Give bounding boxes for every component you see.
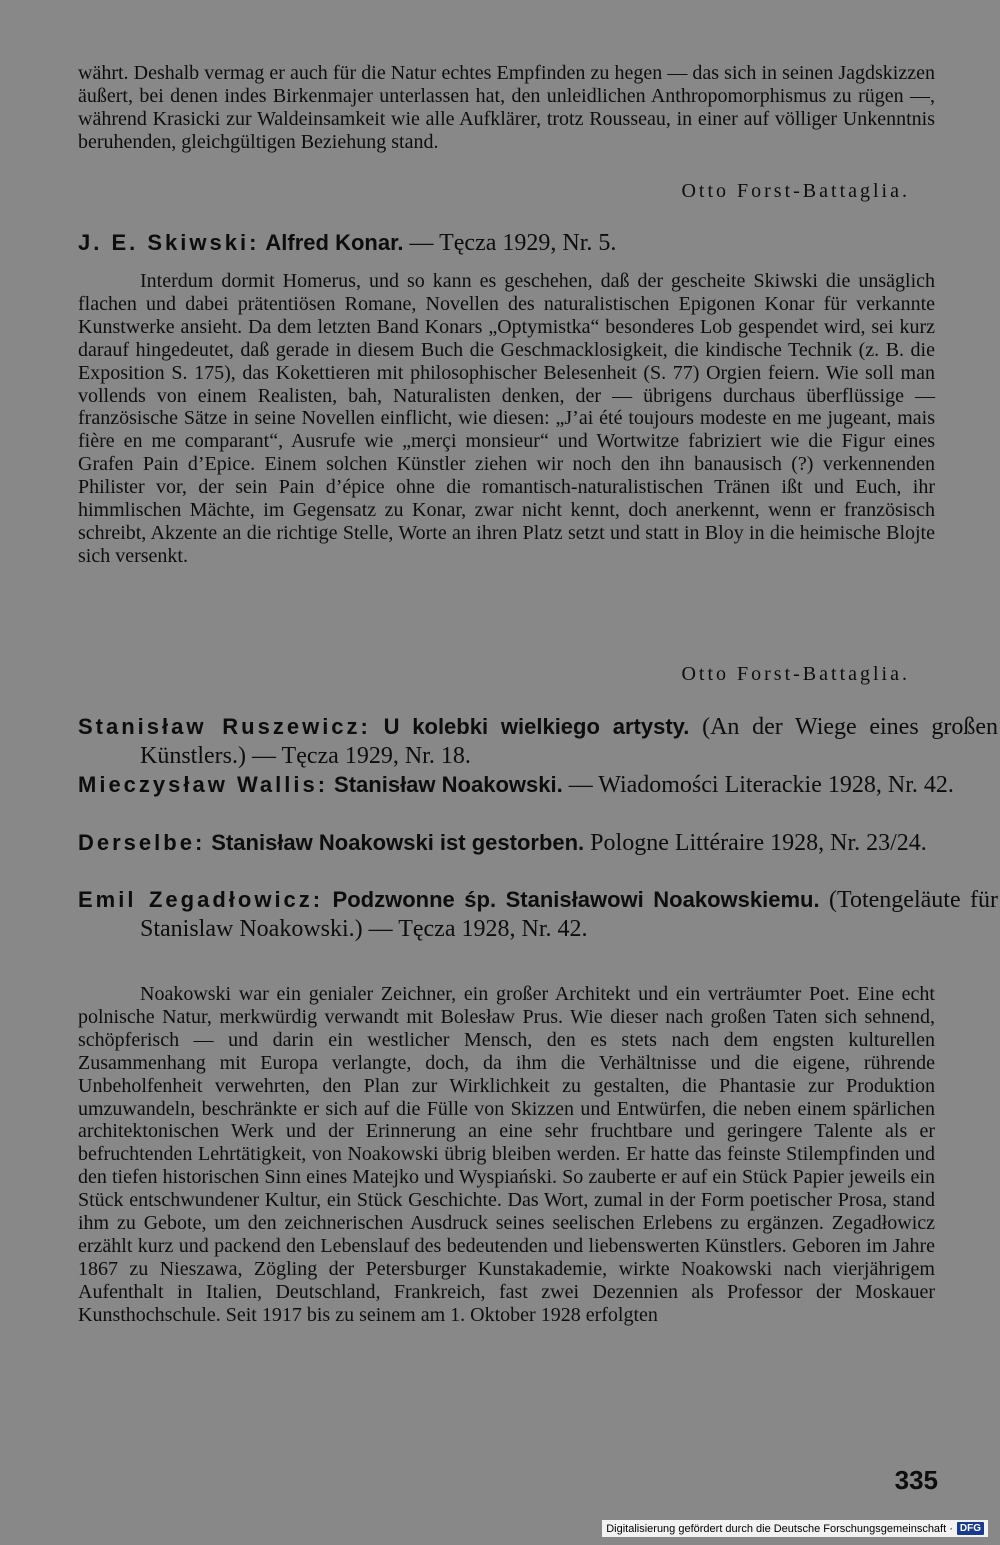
- entry-author: Emil Zegadłowicz:: [78, 887, 324, 912]
- intro-paragraph: [78, 62, 935, 154]
- entry-title: Stanisław Noakowski ist gestorben.: [211, 830, 585, 855]
- entry-title: U kolebki wielkiego artysty.: [383, 714, 690, 739]
- footer-credit: [602, 1520, 988, 1537]
- entry-source: — Wiadomości Literackie 1928, Nr. 42.: [568, 772, 954, 798]
- entry-ruszewicz: [78, 712, 998, 771]
- entry-author: J. E. Skiwski:: [78, 230, 260, 255]
- entry-derselbe: [78, 828, 998, 858]
- entry-title: Stanisław Noakowski.: [334, 772, 563, 797]
- footer-text: Digitalisierung gefördert durch die Deutsche Forschungsgemeinschaft ·: [606, 1522, 953, 1535]
- entry-source: — Tęcza 1929, Nr. 5.: [409, 230, 617, 256]
- entry-author: Stanisław Ruszewicz:: [78, 714, 371, 739]
- skiwski-paragraph: [78, 270, 935, 568]
- entry-author: Mieczysław Wallis:: [78, 772, 329, 797]
- entry-zegadlowicz: [78, 885, 998, 944]
- signature-2: Otto Forst-Battaglia.: [681, 663, 910, 685]
- entry-source: Pologne Littéraire 1928, Nr. 23/24.: [590, 830, 927, 856]
- entry-skiwski: [78, 230, 938, 257]
- skiwski-paragraph-text: Interdum dormit Homerus, und so kann es geschehen, daß der gescheite Skiwski die unsäglich flachen und dabei prätentiösen Romane, Novellen des naturalistischen Epigonen Konar für verkannte Kunstwerke ansieht. Da dem letzten Band Konars „Optymistka“ besonderes Lob gespendet wird, sei kurz darauf hingedeutet, daß gerade in diesem Buch die Geschmacklosigkeit, die kindische Technik (z. B. die Exposition S. 175), das Kokettieren mit philosophischer Belesenheit (S. 77) Orgien feiern. Wie soll man vollends von einem Realisten, bah, Naturalisten denken, der — übrigens durchaus überflüssige — französische Sätze in seine Novellen einflicht, wie diesen: „J’ai été toujours modeste en me jugeant, mais fière en me comparant“, Ausrufe wie „merçi monsieur“ und Wortwitze fabriziert wie die Figur eines Grafen Pain d’Epice. Einem solchen Künstler ziehen wir noch den ihn banausisch (?) verkennenden Philister vor, der sein Pain d’épice ohne die romantisch-naturalistischen Tränen ißt und Euch, ihr himmlischen Mächte, im Gegensatz zu Konar, zwar nicht kennt, doch anerkennt, wenn er französisch schreibt, Akzente an die richtige Stelle, Worte an ihren Platz setzt und statt in Bloy in die heimische Blojte sich versenkt.: [78, 270, 935, 567]
- entry-source: (Totengeläute für Stanislaw Noakowski.) — Tęcza 1928, Nr. 42.: [140, 887, 998, 942]
- signature-1: Otto Forst-Battaglia.: [681, 180, 910, 202]
- noakowski-paragraph-text: Noakowski war ein genialer Zeichner, ein großer Architekt und ein verträumter Poet. Eine echt polnische Natur, merkwürdig verwandt mit Bolesław Prus. Wie dieser nach großen Taten sich sehnend, schöpferisch — und darin ein westlicher Mensch, den es stets nach dem engsten kulturellen Zusammenhang mit Europa verlangte, doch, da ihm die Verhältnisse und die eigene, rührende Unbeholfenheit verwehrten, den Plan zur Wirklichkeit zu gestalten, die Phantasie zur Produktion umzuwandeln, beschränkte er sich auf die Fülle von Skizzen und Entwürfen, die neben einem spärlichen architektonischen Werk und der Erinnerung an eine sehr fruchtbare und geringere Talente als er befruchtenden Lehrtätigkeit, von Noakowski übrig bleiben werden. Er hatte das feinste Stilempfinden und den tiefen historischen Sinn eines Matejko und Wyspiański. So zauberte er auf ein Stück Papier jeweils ein Stück entschwundener Kultur, ein Stück Geschichte. Das Wort, zumal in der Form poetischer Prosa, stand ihm zu Gebote, um den zeichnerischen Ausdruck seines seelischen Erlebens zu ergänzen. Zegadłowicz erzählt kurz und packend den Lebenslauf des bedeutenden und liebenswerten Künstlers. Geboren im Jahre 1867 zu Nieszawa, Zögling der Petersburger Kunstakademie, wirkte Noakowski nach vierjährigem Aufenthalt in Italien, Deutschland, Frankreich, fast zwei Dezennien als Professor der Moskauer Kunsthochschule. Seit 1917 bis zu seinem am 1. Oktober 1928 erfolgten: [78, 983, 935, 1326]
- intro-paragraph-text: währt. Deshalb vermag er auch für die Natur echtes Empfinden zu hegen — das sich in seinen Jagdskizzen äußert, bei denen indes Birkenmajer unterlassen hat, den unleidlichen Anthropomorphismus zu rügen —, während Krasicki zur Waldeinsamkeit wie alle Aufklärer, trotz Rousseau, in einer auf völliger Unkenntnis beruhenden, gleichgültigen Beziehung stand.: [78, 62, 935, 153]
- noakowski-paragraph: [78, 983, 935, 1327]
- entry-source: (An der Wiege eines großen Künstlers.) — Tęcza 1929, Nr. 18.: [140, 714, 999, 769]
- page-number: 335: [894, 1465, 938, 1495]
- entry-wallis: [78, 770, 998, 800]
- entry-title: Alfred Konar.: [265, 230, 404, 255]
- entry-author: Derselbe:: [78, 830, 206, 855]
- dfg-logo: DFG: [957, 1522, 984, 1535]
- entry-title: Podzwonne śp. Stanisławowi Noakowskiemu.: [332, 887, 820, 912]
